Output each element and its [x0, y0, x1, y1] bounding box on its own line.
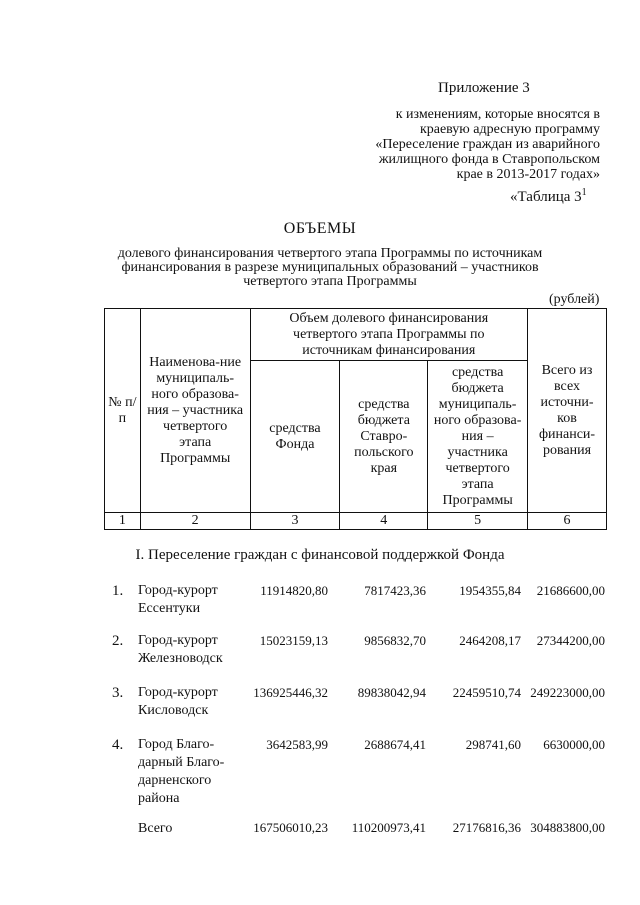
total-total: 304883800,00 — [530, 820, 605, 835]
row-total: 249223000,00 — [530, 685, 605, 700]
section-title: I. Переселение граждан с финансовой поддержкой Фонда — [135, 547, 505, 563]
table-reference-text: «Таблица 3 — [510, 189, 582, 205]
appendix-description — [350, 107, 600, 182]
header-col-region: средства бюджета Ставро-польского края — [340, 361, 428, 513]
header-col-fund: средства Фонда — [250, 361, 340, 513]
row-total: 21686600,00 — [536, 583, 605, 598]
document-title: ОБЪЕМЫ — [283, 220, 357, 237]
row-municipal: 1954355,84 — [459, 583, 521, 598]
units-label: (рублей) — [549, 292, 600, 307]
document-subtitle — [110, 247, 550, 289]
row-region: 7817423,36 — [364, 583, 426, 598]
row-fund: 15023159,13 — [259, 633, 328, 648]
row-region: 9856832,70 — [364, 633, 426, 648]
appendix-line: к изменениям, которые вносятся в — [395, 107, 600, 122]
subtitle-line: финансирования в разрезе муниципальных образований – участников — [121, 260, 539, 275]
row-region: 89838042,94 — [357, 685, 426, 700]
subtitle-line: четвертого этапа Программы — [243, 274, 417, 289]
appendix-line: «Переселение граждан из аварийного — [375, 137, 600, 152]
row-name: Город-курорт Железноводск — [138, 633, 223, 666]
row-name: Город-курорт Кисловодск — [138, 685, 218, 718]
appendix-line: краевую адресную программу — [419, 122, 600, 137]
header-num-3: 3 — [250, 513, 340, 530]
appendix-title: Приложение 3 — [438, 80, 530, 96]
row-municipal: 2464208,17 — [459, 633, 521, 648]
row-municipal: 22459510,74 — [452, 685, 521, 700]
row-name: Город Благо-дарный Благо-дарненского района — [138, 737, 225, 806]
header-col-number: № п/п — [105, 309, 141, 513]
row-number: 4. — [112, 737, 124, 753]
row-number: 1. — [112, 583, 124, 599]
row-fund: 11914820,80 — [260, 583, 328, 598]
header-num-5: 5 — [428, 513, 528, 530]
row-fund: 136925446,32 — [253, 685, 328, 700]
row-number: 2. — [112, 633, 124, 649]
row-total: 6630000,00 — [543, 737, 605, 752]
header-num-6: 6 — [528, 513, 607, 530]
total-municipal: 27176816,36 — [452, 820, 521, 835]
total-label: Всего — [138, 821, 173, 836]
appendix-line: крае в 2013-2017 годах» — [456, 167, 600, 182]
row-region: 2688674,41 — [364, 737, 426, 752]
total-region: 110200973,41 — [351, 820, 426, 835]
table-reference-sup: 1 — [581, 187, 587, 198]
header-col-total: Всего из всех источни-ков финанси-рования — [528, 309, 607, 513]
financing-table-header — [104, 308, 607, 530]
row-name: Город-курорт Ессентуки — [138, 583, 218, 616]
header-col-municipal: средства бюджета муниципаль-ного образова-ния – участника четвертого этапа Программы — [428, 361, 528, 513]
header-col-group: Объем долевого финансирования четвертого этапа Программы по источникам финансирования — [250, 309, 527, 361]
header-num-2: 2 — [140, 513, 250, 530]
header-num-1: 1 — [105, 513, 141, 530]
row-total: 27344200,00 — [536, 633, 605, 648]
row-fund: 3642583,99 — [266, 737, 328, 752]
appendix-line: жилищного фонда в Ставропольском — [378, 152, 600, 167]
total-fund: 167506010,23 — [253, 820, 328, 835]
table-reference — [510, 187, 587, 206]
header-col-name: Наименова-ние муниципаль-ного образова-ния – участника четвертого этапа Программы — [140, 309, 250, 513]
header-num-4: 4 — [340, 513, 428, 530]
subtitle-line: долевого финансирования четвертого этапа Программы по источникам — [117, 246, 543, 261]
row-municipal: 298741,60 — [465, 737, 521, 752]
row-number: 3. — [112, 685, 124, 701]
